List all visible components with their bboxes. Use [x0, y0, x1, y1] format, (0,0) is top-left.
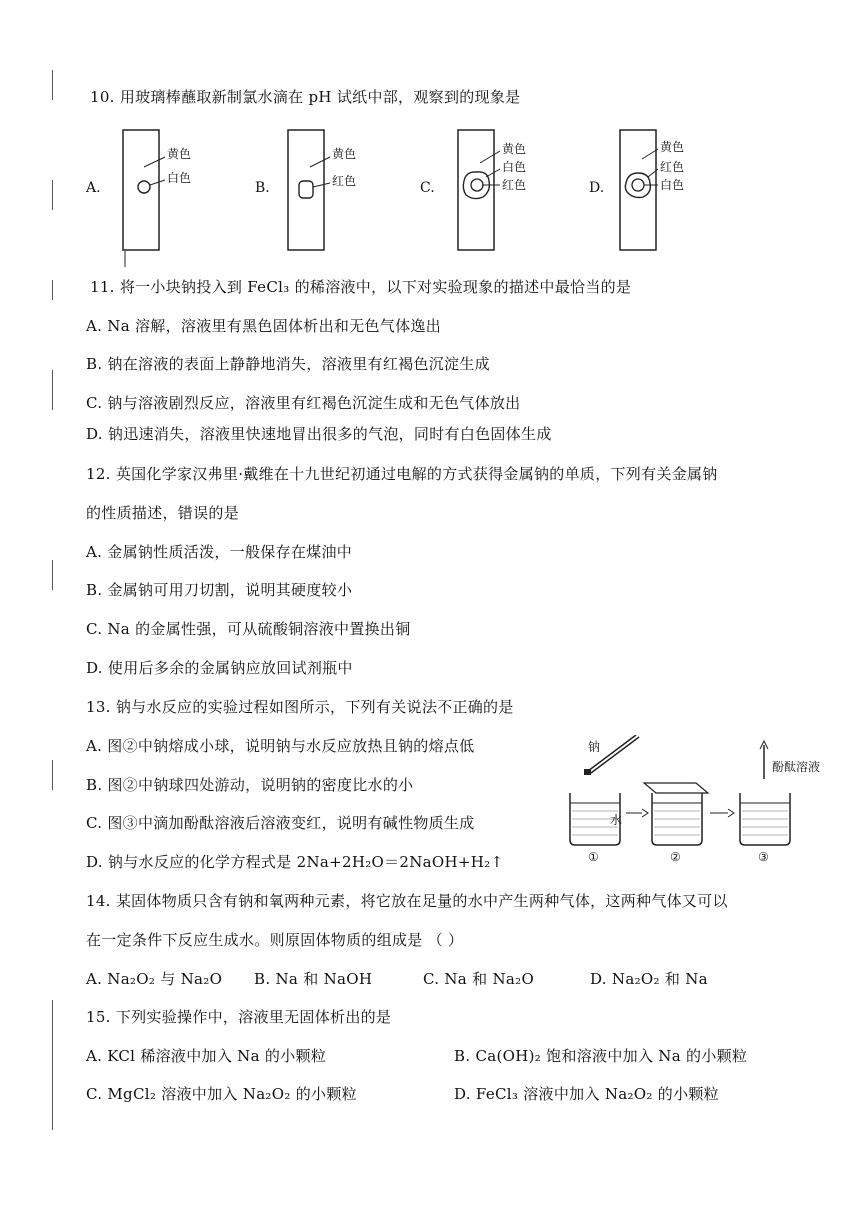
- q15-option-b[interactable]: B. Ca(OH)₂ 饱和溶液中加入 Na 的小颗粒: [454, 1047, 748, 1065]
- margin-mark: [52, 280, 53, 300]
- figure-label-2: ②: [670, 850, 681, 864]
- figure-label-1: ①: [588, 850, 599, 864]
- option-label: C.: [420, 180, 435, 196]
- q13-option-d[interactable]: D. 钠与水反应的化学方程式是 2Na+2H₂O＝2NaOH+H₂↑: [86, 853, 504, 871]
- ph-strip-figure: [612, 125, 722, 255]
- figure-label-3: ③: [758, 850, 769, 864]
- q11-option-d[interactable]: D. 钠迅速消失，溶液里快速地冒出很多的气泡，同时有白色固体生成: [86, 425, 552, 443]
- q14-option-c[interactable]: C. Na 和 Na₂O: [423, 970, 535, 988]
- ph-strip-figure: [450, 125, 560, 255]
- q12-option-c[interactable]: C. Na 的金属性强，可从硫酸铜溶液中置换出铜: [86, 620, 411, 638]
- ph-strip-figure: [280, 125, 380, 255]
- margin-mark: [52, 560, 53, 590]
- strip-label-mid: 白色: [502, 160, 527, 174]
- ph-strip-figure: [115, 125, 215, 275]
- option-label: D.: [589, 180, 605, 196]
- q13-option-a[interactable]: A. 图②中钠熔成小球，说明钠与水反应放热且钠的熔点低: [86, 737, 475, 755]
- label-sodium: 钠: [588, 740, 601, 754]
- strip-label-inner: 红色: [502, 178, 527, 192]
- q12-option-a[interactable]: A. 金属钠性质活泼，一般保存在煤油中: [86, 543, 353, 561]
- strip-label-outer: 黄色: [167, 147, 192, 161]
- q11-option-c[interactable]: C. 钠与溶液剧烈反应，溶液里有红褐色沉淀生成和无色气体放出: [86, 394, 521, 412]
- q14-stem-line2: 在一定条件下反应生成水。则原固体物质的组成是 （ ）: [86, 931, 464, 949]
- q12-option-d[interactable]: D. 使用后多余的金属钠应放回试剂瓶中: [86, 659, 353, 677]
- sodium-water-experiment-figure: [560, 735, 830, 865]
- margin-mark: [52, 70, 53, 100]
- q14-option-d[interactable]: D. Na₂O₂ 和 Na: [590, 970, 708, 988]
- q13-option-b[interactable]: B. 图②中钠球四处游动，说明钠的密度比水的小: [86, 776, 414, 794]
- q13-stem: 13. 钠与水反应的实验过程如图所示，下列有关说法不正确的是: [86, 698, 514, 716]
- option-label: B.: [255, 180, 270, 196]
- strip-label-outer: 黄色: [502, 142, 527, 156]
- sodium-piece: [584, 769, 591, 775]
- option-label: A.: [86, 180, 101, 196]
- q12-stem-line2: 的性质描述，错误的是: [86, 504, 240, 522]
- label-water: 水: [610, 813, 623, 827]
- strip-label-outer: 黄色: [332, 147, 357, 161]
- strip-label-inner: 白色: [660, 178, 685, 192]
- q12-option-b[interactable]: B. 金属钠可用刀切割，说明其硬度较小: [86, 581, 353, 599]
- glass-plate: [644, 783, 708, 793]
- q15-option-c[interactable]: C. MgCl₂ 溶液中加入 Na₂O₂ 的小颗粒: [86, 1085, 357, 1103]
- strip-label-mid: 白色: [167, 171, 192, 185]
- q14-option-b[interactable]: B. Na 和 NaOH: [254, 970, 373, 988]
- strip-label-mid: 红色: [332, 174, 357, 188]
- margin-mark: [52, 180, 53, 210]
- q14-stem-line1: 14. 某固体物质只含有钠和氧两种元素，将它放在足量的水中产生两种气体，这两种气体又可以: [86, 892, 728, 910]
- label-phenolphthalein: 酚酞溶液: [772, 760, 821, 774]
- q15-option-a[interactable]: A. KCl 稀溶液中加入 Na 的小颗粒: [86, 1047, 327, 1065]
- q13-option-c[interactable]: C. 图③中滴加酚酞溶液后溶液变红，说明有碱性物质生成: [86, 814, 475, 832]
- q11-stem: 11. 将一小块钠投入到 FeCl₃ 的稀溶液中，以下对实验现象的描述中最恰当的是: [90, 278, 632, 296]
- margin-mark: [52, 370, 53, 410]
- q14-option-a[interactable]: A. Na₂O₂ 与 Na₂O: [86, 970, 223, 988]
- margin-mark: [52, 1000, 53, 1130]
- q10-stem: 10. 用玻璃棒蘸取新制氯水滴在 pH 试纸中部，观察到的现象是: [90, 88, 521, 106]
- q11-option-b[interactable]: B. 钠在溶液的表面上静静地消失，溶液里有红褐色沉淀生成: [86, 355, 490, 373]
- margin-mark: [52, 760, 53, 790]
- q11-option-a[interactable]: A. Na 溶解，溶液里有黑色固体析出和无色气体逸出: [86, 317, 442, 335]
- q12-stem-line1: 12. 英国化学家汉弗里·戴维在十九世纪初通过电解的方式获得金属钠的单质，下列有关金属钠: [86, 465, 718, 483]
- q15-option-d[interactable]: D. FeCl₃ 溶液中加入 Na₂O₂ 的小颗粒: [454, 1085, 719, 1103]
- q15-stem: 15. 下列实验操作中，溶液里无固体析出的是: [86, 1008, 392, 1026]
- strip-label-mid: 红色: [660, 160, 685, 174]
- strip-label-outer: 黄色: [660, 140, 685, 154]
